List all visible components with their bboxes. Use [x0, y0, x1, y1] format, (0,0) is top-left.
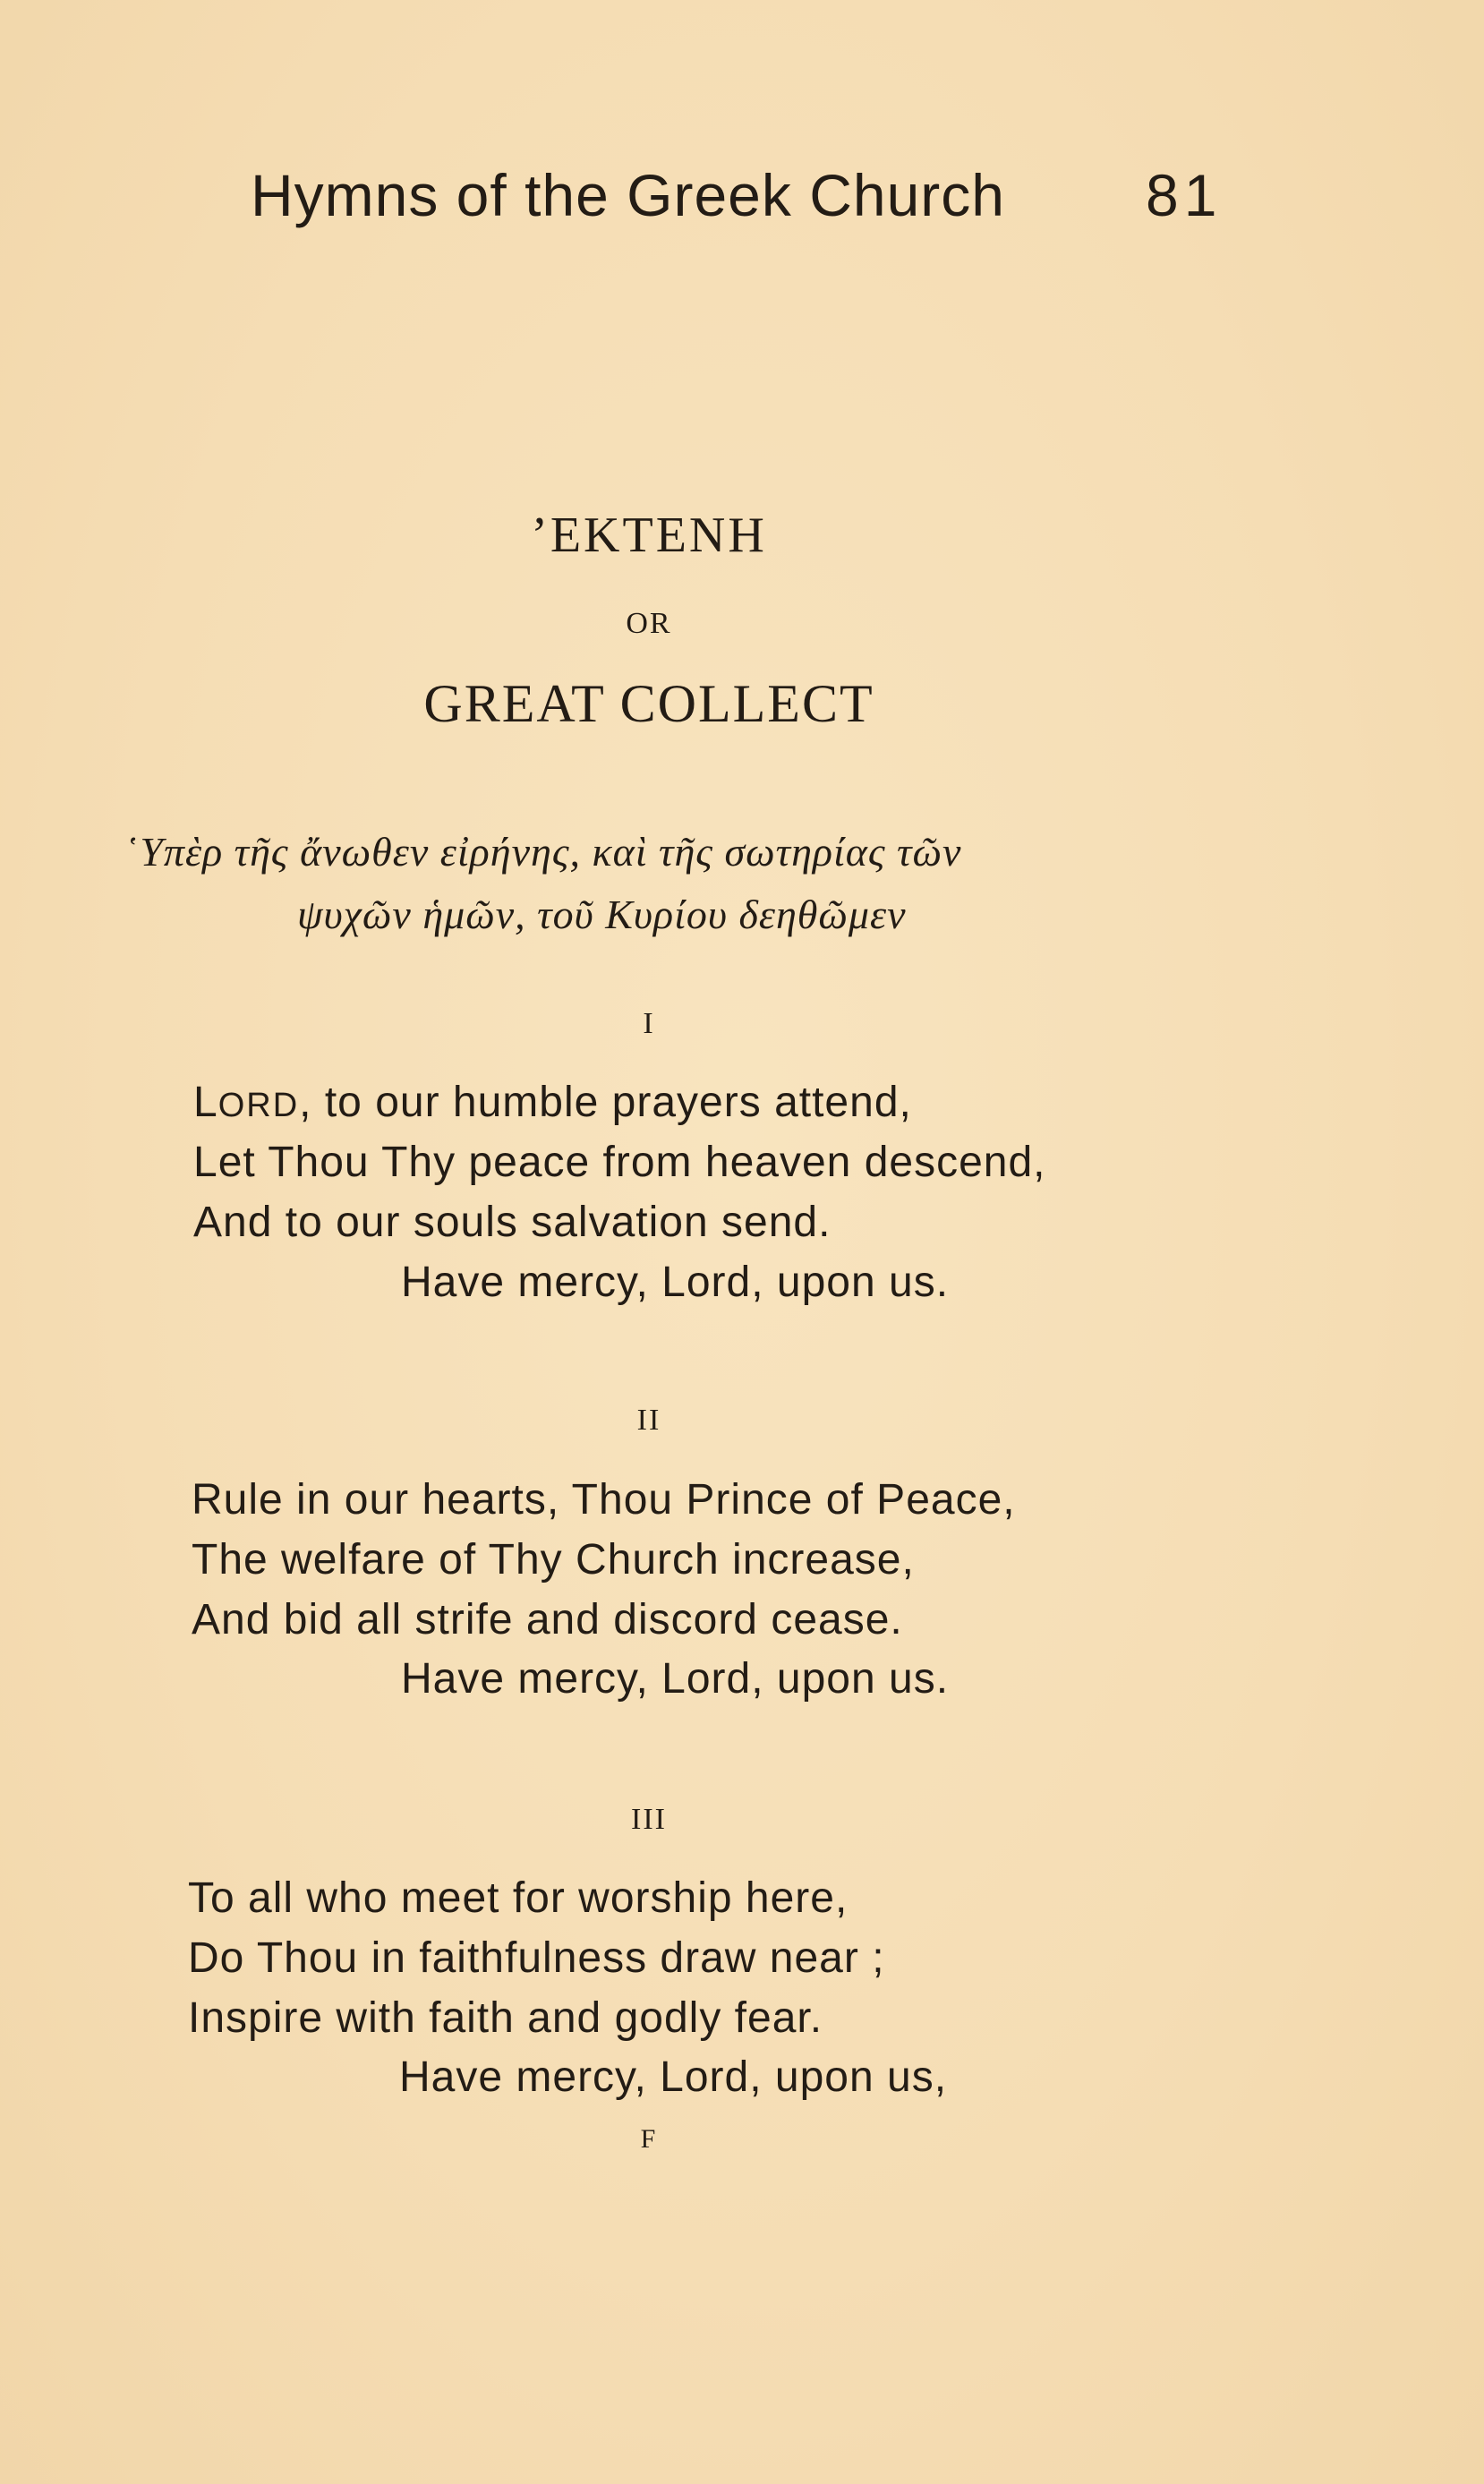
section-title-or: OR — [626, 607, 672, 640]
stanza-1-line-2: Let Thou Thy peace from heaven descend, — [193, 1139, 1046, 1186]
stanza-number-2: II — [636, 1404, 661, 1437]
stanza-1-line-1-text: , to our humble prayers attend, — [299, 1079, 912, 1126]
stanza-3-line-3: Inspire with faith and godly fear. — [188, 1994, 823, 2042]
stanza-1-refrain: Have mercy, Lord, upon us. — [401, 1259, 950, 1306]
stanza-2-line-1: Rule in our hearts, Thou Prince of Peace, — [192, 1476, 1016, 1524]
section-title-greek: ’EKTENH — [531, 508, 767, 563]
stanza-2-line-2: The welfare of Thy Church increase, — [192, 1536, 915, 1583]
stanza-1-line-3: And to our souls salvation send. — [193, 1199, 832, 1246]
greek-text-line-1: ῾Υπὲρ τῆς ἄνωθεν εἰρήνης, καὶ τῆς σωτηρίας τῶν — [125, 829, 962, 875]
section-title-english: GREAT COLLECT — [423, 674, 874, 733]
stanza-3-line-1: To all who meet for worship here, — [188, 1874, 849, 1922]
greek-text-line-2: ψυχῶν ἡμῶν, τοῦ Κυρίου δεηθῶμεν — [297, 892, 907, 937]
running-title: Hymns of the Greek Church — [251, 162, 1005, 228]
stanza-1-small-caps: ORD — [217, 1087, 300, 1124]
stanza-1-initial: L — [193, 1079, 218, 1126]
stanza-2-line-3: And bid all strife and discord cease. — [192, 1596, 903, 1643]
stanza-3-refrain: Have mercy, Lord, upon us, — [399, 2053, 948, 2101]
page-number: 81 — [1146, 162, 1223, 228]
stanza-3-line-2: Do Thou in faithfulness draw near ; — [188, 1934, 885, 1982]
stanza-1-line-1 — [193, 1078, 912, 1127]
stanza-number-1: I — [643, 1007, 655, 1040]
signature-mark: F — [640, 2124, 658, 2154]
stanza-2-refrain: Have mercy, Lord, upon us. — [401, 1655, 950, 1703]
stanza-number-3: III — [631, 1803, 667, 1836]
